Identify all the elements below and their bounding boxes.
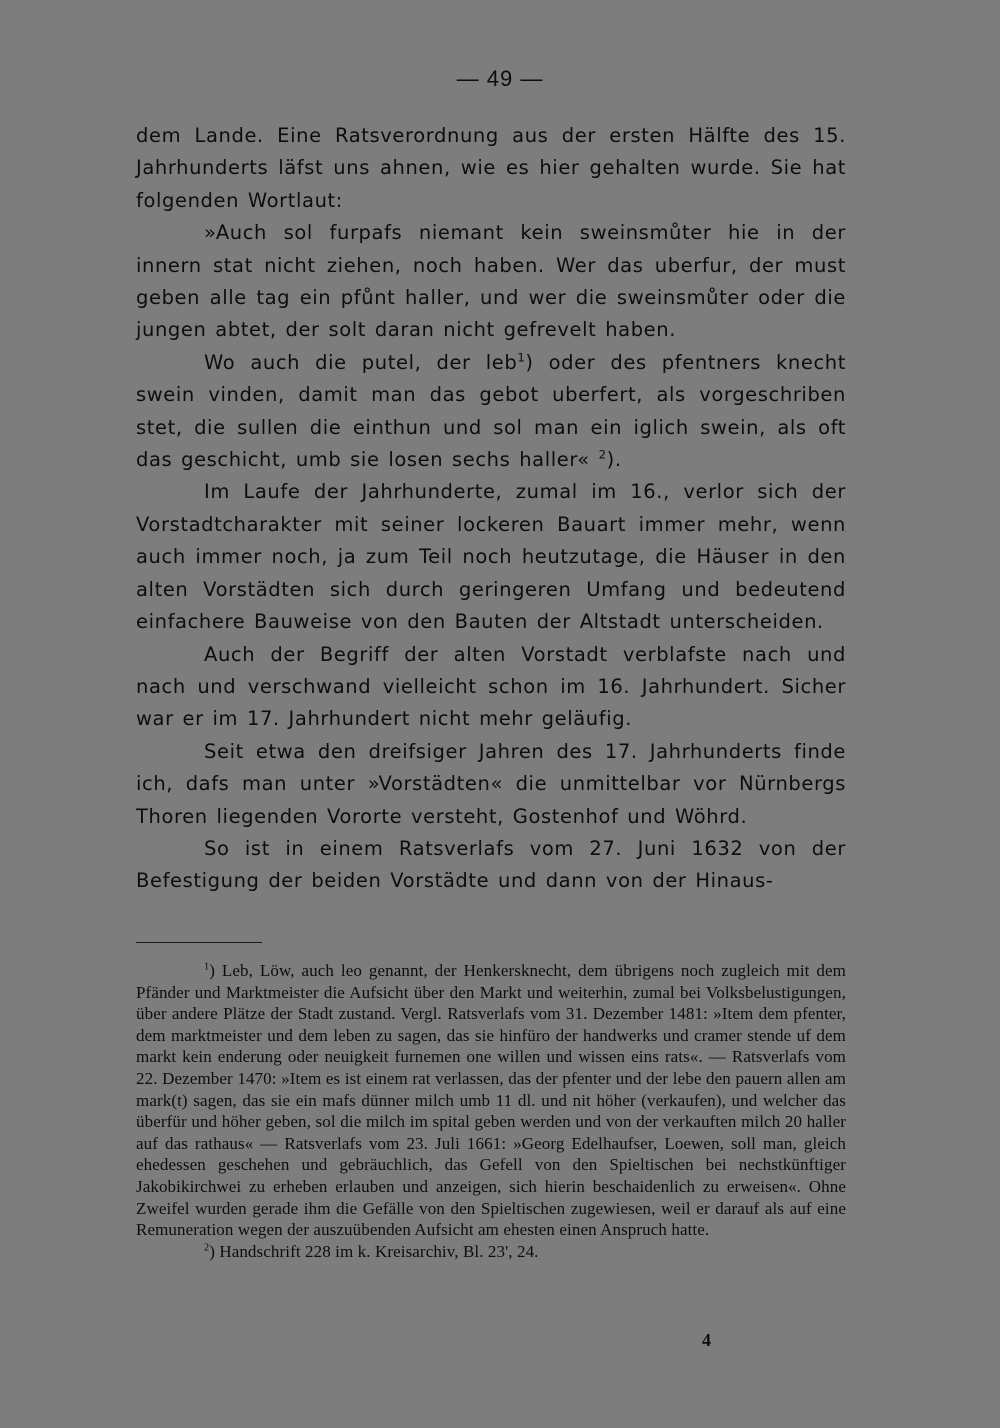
paragraph-text: ) oder des pfentners knecht swein vinden, damit man das gebot uberfert, als vorgeschriben stet, die sullen die einthun und sol man ein iglich swein, als oft das geschicht, umb sie losen sechs haller«: [136, 350, 846, 472]
paragraph-text: ).: [606, 448, 622, 472]
footnote-divider: [136, 942, 262, 943]
footnote-text: ) Leb, Löw, auch leo genannt, der Henkersknecht, dem übrigens noch zugleich mit dem Pfänder und Marktmeister die Aufsicht über den Markt und weiterhin, zumal bei Volksbelustigungen, über andere Plätze der Stadt zustand. Vergl. Ratsverlafs vom 31. Dezember 1481: »Item dem pfenter, dem marktmeister und dem leben zu sagen, das sie hinfüro der handwerks und cramer stende uf dem markt kein enderung oder neuigkeit furnemen one willen und wissen eins rats«. — Ratsverlafs vom 22. Dezember 1470: »Item es ist einem rat verlassen, das der pfenter und der lebe den pauern allen am mark(t) sagen, das sie ein mafs dünner milch umb 11 dl. und nit höher (verkaufen), und welcher das überfür und höher geben, sol die milch im spital geben werden und von der verkauften milch 20 haller auf das rathaus« — Ratsverlafs vom 23. Juli 1661: »Georg Edelhaufser, Loewen, soll man, gleich ehedessen geschehen und gebräuchlich, das Gefell von den Spieltischen bei nechstkünftiger Jakobikirchwei zu erheben erlauben und anzeigen, sich hierin beschaidenlich zu erweisen«. Ohne Zweifel wurden gerade ihm die Gefälle von den Spieltischen zugewiesen, weil er darauf als auf eine Remuneration wegen der auszuübenden Aufsicht am ehesten einen Anspruch hatte.: [136, 961, 846, 1240]
footnote-marker: 1: [204, 961, 210, 973]
signature-mark: 4: [702, 1330, 711, 1350]
body-text: [136, 120, 846, 898]
paragraph: Auch der Begriff der alten Vorstadt verblafste nach und nach und verschwand vielleicht schon im 16. Jahrhundert. Sicher war er im 17. Jahrhundert nicht mehr geläufig.: [136, 642, 846, 731]
paragraph: dem Lande. Eine Ratsverordnung aus der ersten Hälfte des 15. Jahrhunderts läfst uns ahnen, wie es hier gehalten wurde. Sie hat folgenden Wortlaut:: [136, 124, 846, 212]
footnote: [136, 960, 846, 1241]
paragraph-text: Wo auch die putel, der leb: [204, 350, 518, 374]
footnote-reference: 1: [517, 350, 526, 365]
footnote: [136, 1241, 846, 1263]
paragraph: »Auch sol furpafs niemant kein sweinsmůter hie in der innern stat nicht ziehen, noch haben. Wer das uberfur, der must geben alle tag ein pfůnt haller, und wer die sweinsmůter oder die jungen abtet, der solt daran nicht gefrevelt haben.: [136, 221, 846, 342]
paragraph: Seit etwa den dreifsiger Jahren des 17. Jahrhunderts finde ich, dafs man unter »Vorstädten« die unmittelbar vor Nürnbergs Thoren liegenden Vororte versteht, Gostenhof und Wöhrd.: [136, 739, 846, 828]
footnote-text: ) Handschrift 228 im k. Kreisarchiv, Bl. 23', 24.: [209, 1241, 539, 1261]
footnote-marker: 2: [204, 1242, 210, 1254]
paragraph: So ist in einem Ratsverlafs vom 27. Juni 1632 von der Befestigung der beiden Vorstädte und dann von der Hinaus-: [136, 836, 846, 893]
footnote-reference: 2: [598, 447, 607, 462]
footnotes: [136, 960, 846, 1262]
paragraph: Im Laufe der Jahrhunderte, zumal im 16., verlor sich der Vorstadtcharakter mit seiner lockeren Bauart immer mehr, wenn auch immer noch, ja zum Teil noch heutzutage, die Häuser in den alten Vorstädten sich durch geringeren Umfang und bedeutend einfachere Bauweise von den Bauten der Altstadt unterscheiden.: [136, 480, 846, 634]
page-number: — 49 —: [456, 66, 544, 91]
paragraph: [136, 347, 846, 477]
